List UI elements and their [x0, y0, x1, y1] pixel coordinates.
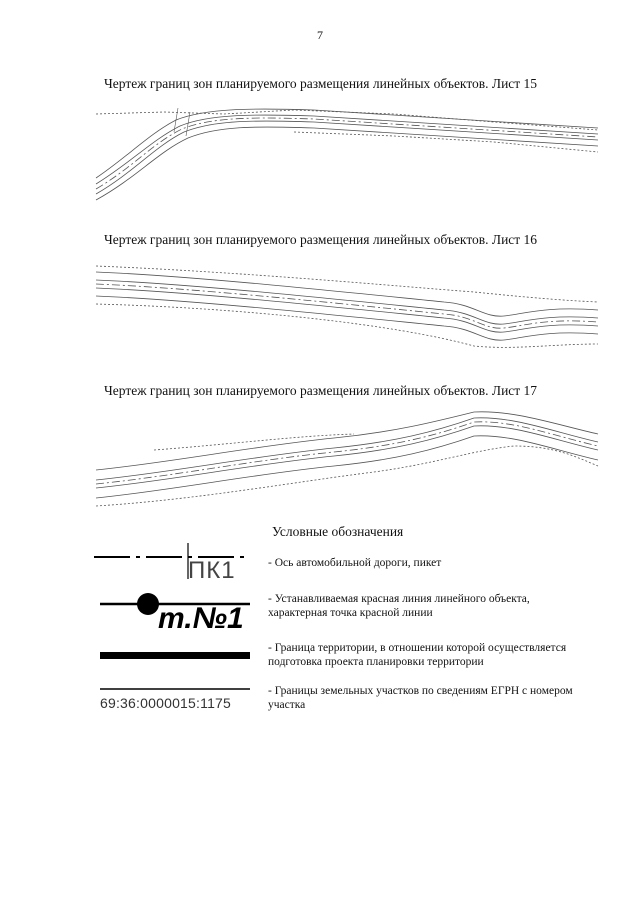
sheet-17-title: Чертеж границ зон планируемого размещения линейных объектов. Лист 17 — [104, 383, 538, 398]
road-axis-line — [96, 118, 598, 189]
legend-item-road-axis: - Ось автомобильной дороги, пикет — [268, 557, 442, 569]
road-axis-line — [96, 284, 598, 328]
road-edge-line — [96, 121, 598, 194]
red-line — [96, 272, 598, 316]
red-line — [96, 109, 598, 178]
territory-boundary-line — [100, 652, 250, 659]
territory-boundary — [96, 110, 598, 130]
red-line — [96, 296, 598, 340]
legend-item-parcel-boundary: - Границы земельных участков по сведениям ЕГРН с номером участка — [268, 685, 573, 711]
page-number: 7 — [317, 28, 323, 42]
cadastral-number-label: 69:36:0000015:1175 — [100, 695, 232, 711]
sheet-16-drawing — [94, 262, 600, 362]
road-edge-line — [96, 288, 598, 332]
road-edge-line — [96, 426, 598, 488]
territory-boundary — [96, 266, 598, 302]
sheet-17-drawing — [94, 410, 600, 518]
red-line — [96, 436, 598, 498]
sheet-16-title: Чертеж границ зон планируемого размещения линейных объектов. Лист 16 — [104, 232, 538, 247]
road-edge-line — [96, 280, 598, 324]
legend-item-territory-boundary: - Граница территории, в отношении которой осуществляется подготовка проекта планировки территории — [268, 642, 567, 668]
territory-boundary — [154, 434, 354, 450]
territory-boundary — [294, 132, 598, 152]
sheet-15-title: Чертеж границ зон планируемого размещения линейных объектов. Лист 15 — [104, 76, 538, 91]
red-line — [96, 127, 598, 200]
legend-heading: Условные обозначения — [272, 524, 404, 539]
parcel-boundary-symbol — [94, 686, 254, 694]
characteristic-point-label: т.№1 — [158, 602, 244, 635]
legend-item-red-line: - Устанавливаемая красная линия линейного объекта, характерная точка красной линии — [268, 593, 530, 619]
sheet-15-drawing — [94, 102, 600, 202]
territory-boundary — [96, 304, 598, 347]
territory-boundary-symbol — [94, 650, 254, 664]
road-edge-line — [96, 115, 598, 184]
characteristic-point — [137, 593, 159, 615]
picket-label: ПК1 — [188, 557, 236, 584]
